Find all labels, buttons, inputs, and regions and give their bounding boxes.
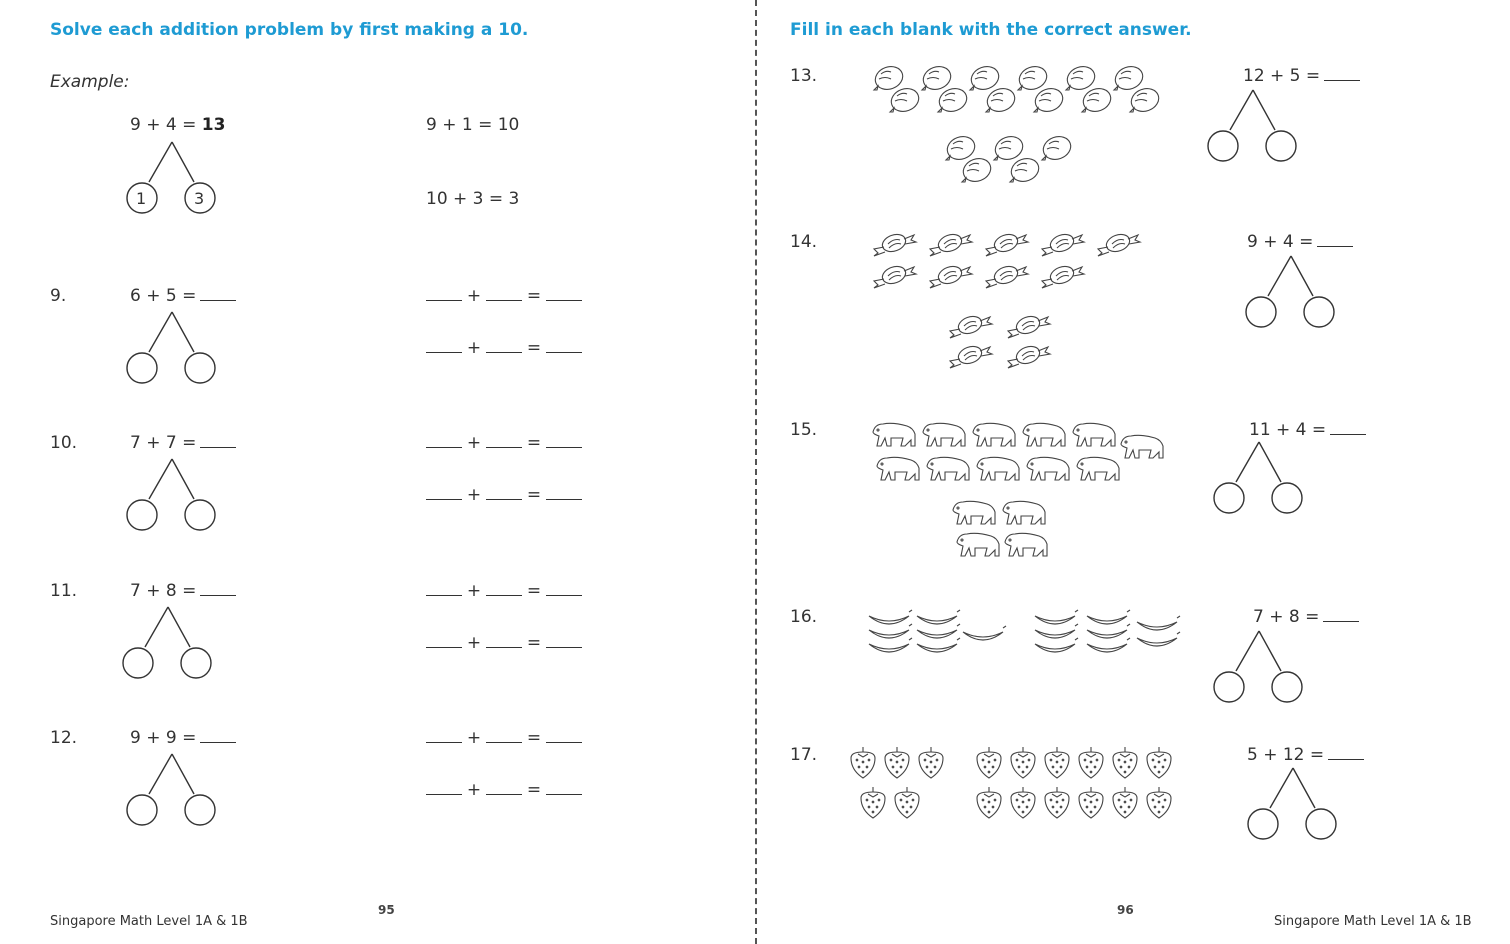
bond-part-circle[interactable] [127,500,157,530]
bear-picture [1027,457,1069,480]
problem-equation [1243,66,1360,86]
banana-picture [1087,638,1130,652]
number-bond [122,310,212,400]
work-line [426,433,582,453]
footer-title: Singapore Math Level 1A & 1B [50,914,248,929]
bear-picture [1073,423,1115,446]
banana-picture [869,638,912,652]
answer-blank[interactable] [1328,745,1364,760]
bond-part-circle[interactable] [1266,131,1296,161]
bear-picture [957,533,999,556]
equals-sign: = [526,728,542,748]
banana-picture [869,624,912,638]
equation-text: 12 + 5 = [1243,66,1321,86]
banana-picture [1137,616,1180,630]
example-number-bond [122,140,212,230]
equals-sign: = [526,338,542,358]
work-line [426,728,582,748]
bear-picture [927,457,969,480]
answer-blank[interactable] [1323,607,1359,622]
problem-number: 17. [790,745,818,765]
plus-sign: + [466,633,482,653]
bear-icon [869,418,1179,568]
equals-sign: = [526,433,542,453]
work-blank[interactable] [486,485,522,500]
candy-picture [1008,313,1050,338]
work-blank[interactable] [426,338,462,353]
bond-part-circle[interactable] [185,353,215,383]
strawberry-picture [1147,787,1171,818]
bear-picture [877,457,919,480]
banana-picture [1137,632,1180,646]
work-line [426,581,582,601]
work-line [426,780,582,800]
candy-icon [872,230,1172,380]
problem-number: 16. [790,607,818,627]
balloon-picture [992,133,1026,163]
problem-equation [130,728,236,748]
bond-part-circle[interactable] [1304,297,1334,327]
work-blank[interactable] [486,633,522,648]
work-blank[interactable] [486,581,522,596]
balloon-picture [968,63,1002,93]
candy-picture [950,343,992,368]
problem-equation [1247,232,1353,252]
strawberry-picture [977,747,1001,778]
bear-picture [873,423,915,446]
banana-picture [1087,610,1130,624]
candy-picture [986,231,1028,256]
bear-picture [923,423,965,446]
right-heading: Fill in each blank with the correct answer. [790,20,1192,40]
number-bond [122,457,212,547]
equation-text: 7 + 8 = [1253,607,1320,627]
work-blank[interactable] [546,581,582,596]
example-equation-prefix: 9 + 4 = [130,115,202,135]
bear-picture [1023,423,1065,446]
number-bond [1203,88,1293,178]
answer-blank[interactable] [1317,232,1353,247]
candy-picture [1008,343,1050,368]
strawberry-picture [1113,787,1137,818]
strawberry-picture [1045,787,1069,818]
bond-part-circle[interactable] [1272,672,1302,702]
work-line [426,485,582,505]
number-bond [118,605,208,695]
strawberry-picture [895,787,919,818]
bond-part-circle[interactable] [1306,809,1336,839]
candy-picture [930,231,972,256]
work-blank[interactable] [546,633,582,648]
banana-picture [963,626,1006,640]
problem-number: 9. [50,286,67,306]
equals-sign: = [526,780,542,800]
strawberry-picture [885,747,909,778]
balloon-picture [920,63,954,93]
equation-text: 5 + 12 = [1247,745,1325,765]
bond-part-circle[interactable] [1246,297,1276,327]
bear-picture [977,457,1019,480]
balloon-picture [1040,133,1074,163]
strawberry-picture [919,747,943,778]
work-blank[interactable] [426,286,462,301]
balloon-picture [1080,85,1114,115]
problem-equation [130,581,236,601]
problem-number: 12. [50,728,78,748]
work-line [426,338,582,358]
example-label: Example: [50,72,130,92]
answer-blank[interactable] [200,581,236,596]
candy-picture [874,263,916,288]
candy-picture [950,313,992,338]
strawberry-picture [1011,787,1035,818]
answer-blank[interactable] [200,286,236,301]
work-blank[interactable] [546,728,582,743]
strawberry-picture [1079,787,1103,818]
number-bond [122,752,212,842]
problem-equation [1253,607,1359,627]
work-blank[interactable] [546,286,582,301]
bear-picture [1005,533,1047,556]
bear-picture [1077,457,1119,480]
problem-equation [1249,420,1366,440]
banana-picture [869,610,912,624]
work-blank[interactable] [426,633,462,648]
candy-picture [986,263,1028,288]
work-blank[interactable] [426,485,462,500]
answer-blank[interactable] [1324,66,1360,81]
banana-picture [1087,624,1130,638]
balloon-picture [1016,63,1050,93]
work-blank[interactable] [486,338,522,353]
example-equation [130,115,225,135]
banana-picture [1035,610,1078,624]
balloon-picture [960,155,994,185]
balloon-picture [1128,85,1162,115]
equation-text: 7 + 8 = [130,581,197,601]
strawberry-picture [861,787,885,818]
strawberry-picture [1113,747,1137,778]
number-bond [1241,254,1331,344]
work-blank[interactable] [546,338,582,353]
problem-number: 10. [50,433,78,453]
strawberry-picture [851,747,875,778]
work-line [426,633,582,653]
bear-picture [1003,501,1045,524]
bond-part-2: 3 [194,189,205,208]
number-bond [1243,766,1333,856]
example-step-2: 10 + 3 = 3 [426,189,520,209]
candy-picture [930,263,972,288]
work-blank[interactable] [546,485,582,500]
strawberry-icon [845,742,1185,832]
banana-picture [917,638,960,652]
balloon-picture [1008,155,1042,185]
work-blank[interactable] [426,581,462,596]
bear-picture [973,423,1015,446]
plus-sign: + [466,728,482,748]
plus-sign: + [466,338,482,358]
equals-sign: = [526,633,542,653]
candy-picture [1042,263,1084,288]
problem-number: 13. [790,66,818,86]
banana-picture [1035,638,1078,652]
bond-part-circle[interactable] [1214,672,1244,702]
strawberry-picture [1011,747,1035,778]
answer-blank[interactable] [1330,420,1366,435]
bond-part-circle[interactable] [185,795,215,825]
page-number: 95 [378,903,395,917]
candy-picture [1098,231,1140,256]
work-blank[interactable] [486,433,522,448]
plus-sign: + [466,780,482,800]
problem-number: 14. [790,232,818,252]
problem-equation [130,286,236,306]
balloon-picture [936,85,970,115]
bond-part-circle[interactable] [1248,809,1278,839]
problem-equation [130,433,236,453]
example-step-1: 9 + 1 = 10 [426,115,520,135]
problem-number: 11. [50,581,78,601]
strawberry-picture [977,787,1001,818]
problem-number: 15. [790,420,818,440]
work-blank[interactable] [486,780,522,795]
candy-picture [874,231,916,256]
bond-part-circle[interactable] [127,795,157,825]
number-bond [1209,629,1299,719]
plus-sign: + [466,433,482,453]
balloon-picture [1064,63,1098,93]
balloon-picture [944,133,978,163]
number-bond [1209,440,1299,530]
candy-picture [1042,231,1084,256]
problem-equation [1247,745,1364,765]
banana-picture [917,624,960,638]
equation-text: 11 + 4 = [1249,420,1327,440]
strawberry-picture [1079,747,1103,778]
answer-blank[interactable] [200,433,236,448]
plus-sign: + [466,286,482,306]
bond-part-circle[interactable] [127,353,157,383]
bond-part-circle[interactable] [1272,483,1302,513]
work-blank[interactable] [486,728,522,743]
bear-picture [953,501,995,524]
strawberry-picture [1045,747,1069,778]
work-blank[interactable] [426,728,462,743]
plus-sign: + [466,581,482,601]
banana-icon [867,608,1187,668]
bond-part-circle[interactable] [1208,131,1238,161]
equation-text: 9 + 4 = [1247,232,1314,252]
footer-title: Singapore Math Level 1A & 1B [1274,914,1472,929]
bear-picture [1121,435,1163,458]
bond-part-circle[interactable] [123,648,153,678]
balloon-picture [1112,63,1146,93]
work-blank[interactable] [426,780,462,795]
work-blank[interactable] [546,780,582,795]
equation-text: 9 + 9 = [130,728,197,748]
work-blank[interactable] [486,286,522,301]
work-blank[interactable] [426,433,462,448]
left-heading: Solve each addition problem by first making a 10. [50,20,529,40]
equals-sign: = [526,485,542,505]
banana-picture [917,610,960,624]
strawberry-picture [1147,747,1171,778]
page-number: 96 [1117,903,1134,917]
bond-part-1: 1 [136,189,147,208]
example-answer: 13 [201,115,226,135]
balloon-picture [888,85,922,115]
work-blank[interactable] [546,433,582,448]
banana-picture [1035,624,1078,638]
balloon-picture [984,85,1018,115]
bond-part-circle[interactable] [185,500,215,530]
plus-sign: + [466,485,482,505]
bond-part-circle[interactable] [1214,483,1244,513]
balloon-picture [1032,85,1066,115]
answer-blank[interactable] [200,728,236,743]
equals-sign: = [526,581,542,601]
balloon-picture [872,63,906,93]
equation-text: 6 + 5 = [130,286,197,306]
bond-part-circle[interactable] [181,648,211,678]
right-page [757,0,1510,944]
work-line [426,286,582,306]
balloons-icon [867,62,1167,197]
equals-sign: = [526,286,542,306]
equation-text: 7 + 7 = [130,433,197,453]
